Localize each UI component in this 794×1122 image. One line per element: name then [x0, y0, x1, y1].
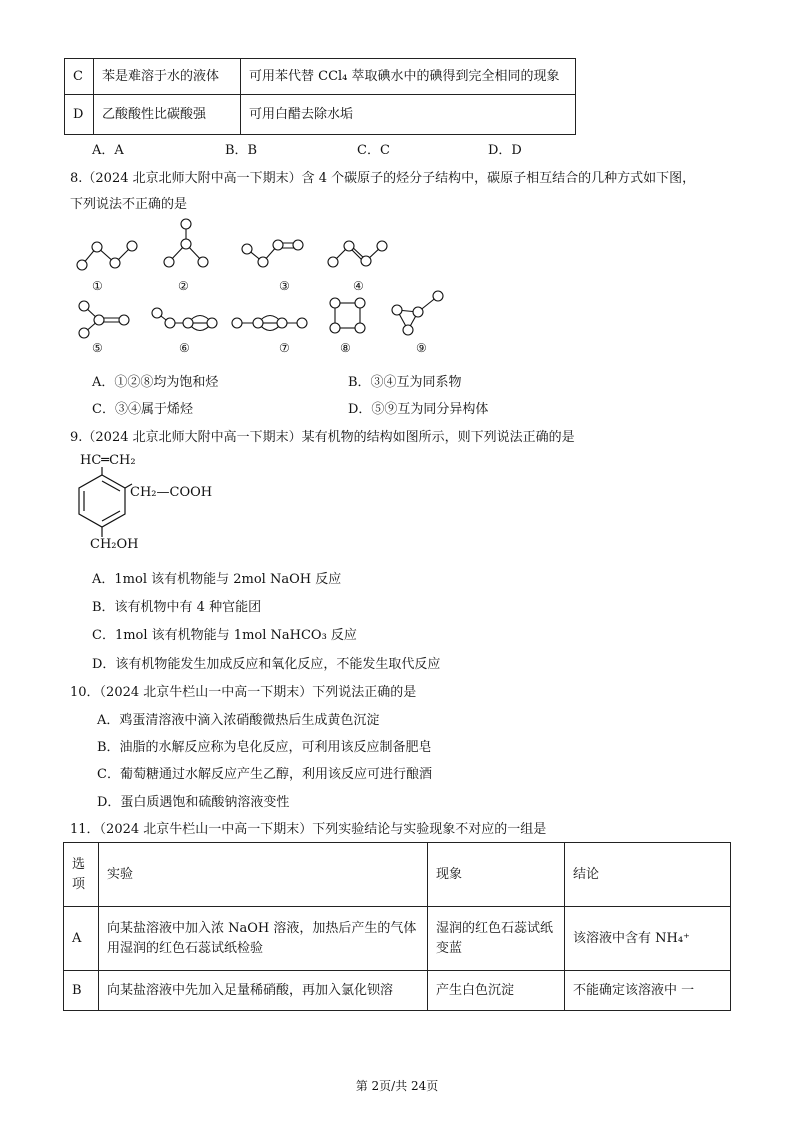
q8-stem-line2: 下列说法不正确的是	[70, 197, 188, 212]
option-c: C．C	[357, 143, 390, 158]
header-experiment: 实验	[99, 843, 428, 907]
structure-9	[392, 291, 443, 335]
structure-label: ⑨	[416, 341, 427, 355]
q10-stem: 10．（2024 北京牛栏山一中高一下期末）下列说法正确的是	[70, 685, 417, 700]
structure-label: ⑧	[340, 341, 351, 355]
structure-label: ④	[353, 279, 364, 293]
option-d: D．该有机物能发生加成反应和氧化反应，不能发生取代反应	[92, 657, 441, 672]
structure-label: ⑦	[279, 341, 290, 355]
structure-label: ②	[178, 279, 189, 293]
page-footer: 第 2页/共 24页	[355, 1079, 439, 1093]
row-label: B	[64, 971, 99, 1011]
phenomenon-cell: 湿润的红色石蕊试纸变蓝	[428, 907, 565, 971]
vinyl-label: HC═CH₂	[80, 453, 136, 468]
option-b: B．B	[225, 143, 258, 158]
option-c: C．葡萄糖通过水解反应产生乙醇，利用该反应可进行酿酒	[97, 767, 432, 782]
option-c: C．③④属于烯烃	[92, 402, 193, 417]
phenomenon-cell: 产生白色沉淀	[428, 971, 565, 1011]
application-cell: 可用白醋去除水垢	[241, 95, 576, 135]
structure-4	[328, 241, 387, 267]
conclusion-cell: 不能确定该溶液中 一	[565, 971, 731, 1011]
structure-label: ⑤	[92, 341, 103, 355]
structure-label: ③	[279, 279, 290, 293]
structure-6	[152, 308, 217, 331]
application-cell: 可用苯代替 CCl₄ 萃取碘水中的碘得到完全相同的现象	[241, 59, 576, 95]
structure-5	[79, 301, 129, 338]
q8-stem-line1: 8.（2024 北京北师大附中高一下期末）含 4 个碳原子的烃分子结构中，碳原子相互结合的几种方式如下图，	[70, 171, 696, 186]
table-row	[64, 907, 731, 971]
header-conclusion: 结论	[565, 843, 731, 907]
fact-cell: 乙酸酸性比碳酸强	[94, 95, 241, 135]
row-label: D	[65, 95, 94, 135]
option-b: B．油脂的水解反应称为皂化反应，可利用该反应制备肥皂	[97, 740, 432, 755]
table-row	[64, 971, 731, 1011]
option-a: A．鸡蛋清溶液中滴入浓硝酸微热后生成黄色沉淀	[97, 713, 380, 728]
option-a: A．1mol 该有机物能与 2mol NaOH 反应	[92, 572, 342, 587]
option-a: A．①②⑧均为饱和烃	[92, 375, 219, 390]
conclusion-cell: 该溶液中含有 NH₄⁺	[565, 907, 731, 971]
option-b: B．该有机物中有 4 种官能团	[92, 600, 262, 615]
structure-3	[242, 240, 303, 267]
option-d: D．D	[488, 143, 522, 158]
structure-8	[330, 298, 365, 333]
option-a: A．A	[92, 143, 124, 158]
q11-table	[63, 842, 731, 1011]
fact-cell: 苯是难溶于水的液体	[94, 59, 241, 95]
option-c: C．1mol 该有机物能与 1mol NaHCO₃ 反应	[92, 628, 357, 643]
q11-stem: 11．（2024 北京牛栏山一中高一下期末）下列实验结论与实验现象不对应的一组是	[70, 822, 547, 837]
row-label: A	[64, 907, 99, 971]
option-d: D．蛋白质遇饱和硫酸钠溶液变性	[97, 795, 290, 810]
row-label: C	[65, 59, 94, 95]
header-option: 选项	[64, 843, 99, 907]
structure-label: ①	[92, 279, 103, 293]
header-phenomenon: 现象	[428, 843, 565, 907]
structure-2	[164, 219, 208, 267]
experiment-cell: 向某盐溶液中先加入足量稀硝酸，再加入氯化钡溶	[99, 971, 428, 1011]
structure-label: ⑥	[179, 341, 190, 355]
hydroxymethyl-label: CH₂OH	[90, 537, 139, 552]
experiment-cell: 向某盐溶液中加入浓 NaOH 溶液，加热后产生的气体用湿润的红色石蕊试纸检验	[99, 907, 428, 971]
structure-7	[232, 316, 307, 331]
q9-stem: 9.（2024 北京北师大附中高一下期末）某有机物的结构如图所示，则下列说法正确的是	[70, 430, 575, 445]
benzene-ring-figure	[70, 465, 140, 545]
option-b: B．③④互为同系物	[348, 375, 462, 390]
table-header-row	[64, 843, 731, 907]
structure-1	[77, 241, 137, 270]
option-d: D．⑤⑨互为同分异构体	[348, 402, 489, 417]
carbon-structures-figure	[0, 0, 794, 370]
side-chain-label: CH₂—COOH	[130, 485, 213, 500]
